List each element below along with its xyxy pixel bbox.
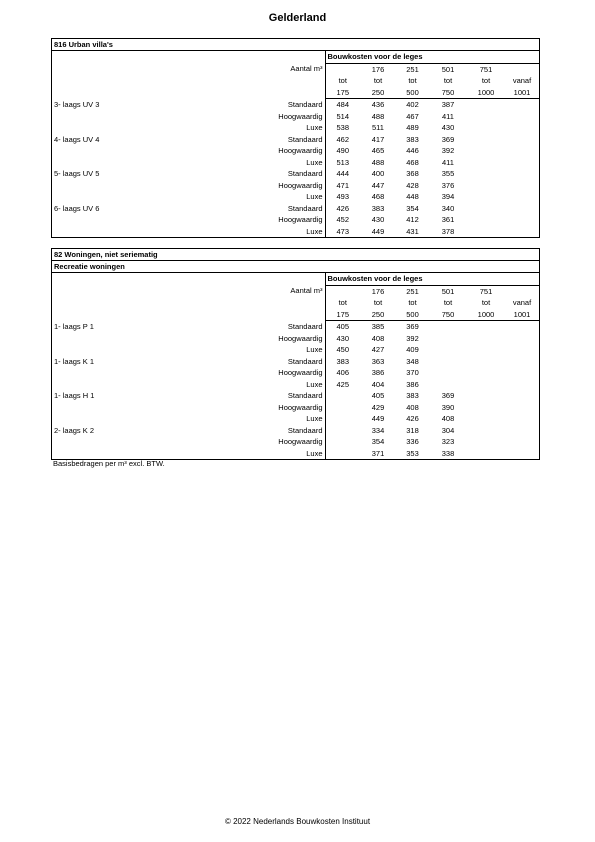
cost-cell: 371: [371, 448, 385, 458]
cost-cell: 514: [336, 111, 349, 121]
page-title: Gelderland: [268, 12, 327, 24]
cost-cell: 462: [336, 134, 349, 144]
cost-cell: 376: [441, 180, 455, 190]
cost-cell: 426: [336, 203, 349, 213]
cost-cell: 409: [406, 345, 419, 354]
cost-cell: 304: [441, 425, 455, 435]
cost-cell: [505, 321, 539, 333]
cost-cell: 408: [371, 333, 385, 343]
quality-label: Hoogwaardig: [187, 214, 325, 226]
cost-cell: 489: [406, 123, 419, 132]
quality-label: Luxe: [187, 344, 325, 356]
cost-cell: 340: [441, 203, 455, 213]
cost-cell: 383: [371, 203, 385, 213]
cost-cell: [505, 111, 539, 123]
cost-cell: [505, 191, 539, 203]
cost-cell: 387: [441, 100, 455, 109]
cost-cell: [505, 379, 539, 391]
quality-label: Standaard: [187, 134, 325, 146]
column-header: 250: [360, 309, 396, 321]
cost-cell: 431: [406, 226, 419, 236]
quality-label: Hoogwaardig: [187, 145, 325, 157]
cost-cell: 354: [371, 437, 385, 446]
cost-cell: 383: [406, 391, 419, 400]
cost-cell: 430: [371, 215, 385, 224]
copyright-footer: © 2022 Nederlands Bouwkosten Instituut: [224, 817, 371, 826]
cost-cell: [505, 157, 539, 169]
column-header: 1001: [505, 87, 539, 99]
cost-cell: 493: [336, 192, 349, 201]
quality-label: Hoogwaardig: [187, 436, 325, 448]
column-header: 501: [441, 286, 455, 296]
quality-label: Luxe: [187, 413, 325, 425]
cost-cell: [505, 180, 539, 192]
cost-cell: [467, 122, 505, 134]
cost-cell: [325, 390, 360, 402]
section-woningen-niet-seriematig: [51, 248, 540, 460]
cost-cell: 473: [336, 226, 349, 236]
cost-cell: [467, 425, 505, 437]
cost-cell: 405: [371, 391, 385, 400]
cost-cell: [505, 134, 539, 146]
header-row: [52, 285, 539, 297]
column-header: 251: [406, 64, 419, 74]
cost-cell: 361: [441, 215, 455, 224]
cost-cell: [467, 448, 505, 460]
building-type-label: 1- laags K 1: [54, 356, 95, 366]
header-row: [52, 63, 539, 75]
cost-cell: [467, 402, 505, 414]
cost-cell: [505, 402, 539, 414]
cost-cell: 444: [336, 169, 349, 178]
cost-cell: 363: [371, 356, 385, 366]
column-header: tot: [481, 298, 491, 307]
cost-cell: 411: [442, 111, 454, 121]
cost-cell: [505, 145, 539, 157]
column-header: [505, 285, 539, 297]
cost-cell: 471: [336, 180, 349, 190]
table-row: [52, 111, 539, 123]
quality-label: Standaard: [187, 168, 325, 180]
cost-cell: [505, 122, 539, 134]
column-header: tot: [373, 298, 383, 307]
cost-cell: 369: [441, 391, 455, 400]
cost-cell: 386: [406, 379, 419, 389]
column-header: 1001: [505, 309, 539, 321]
table-row: [52, 214, 539, 226]
cost-cell: [505, 344, 539, 356]
table-row: [52, 344, 539, 356]
table-row: [52, 226, 539, 238]
header-row: [52, 87, 539, 99]
section-subtitle: Recreatie woningen: [52, 261, 539, 273]
header-row: [52, 75, 539, 87]
bouwkosten-header: Bouwkosten voor de leges: [325, 273, 539, 285]
cost-cell: 336: [406, 437, 419, 446]
cost-cell: [505, 436, 539, 448]
section-title: 816 Urban villa's: [52, 39, 539, 51]
cost-cell: 427: [371, 345, 385, 354]
table-row: [52, 333, 539, 345]
cost-cell: 378: [441, 226, 455, 236]
cost-cell: [467, 379, 505, 391]
cost-cell: 412: [406, 215, 419, 224]
header-row: [52, 51, 539, 63]
cost-cell: [325, 436, 360, 448]
cost-cell: [467, 168, 505, 180]
cost-cell: [505, 203, 539, 215]
cost-cell: [505, 226, 539, 238]
cost-cell: 392: [406, 333, 419, 343]
cost-cell: [429, 379, 467, 391]
cost-cell: [505, 168, 539, 180]
cost-cell: 411: [442, 157, 454, 167]
quality-label: Hoogwaardig: [187, 333, 325, 345]
cost-cell: 370: [406, 368, 419, 377]
column-header: 500: [396, 87, 429, 99]
cost-cell: [467, 180, 505, 192]
cost-cell: 490: [336, 146, 349, 155]
column-header: 751: [479, 286, 493, 296]
column-header: 1000: [467, 87, 505, 99]
cost-cell: [429, 333, 467, 345]
cost-cell: [467, 367, 505, 379]
cost-cell: [429, 344, 467, 356]
cost-cell: 386: [371, 368, 385, 377]
table-row: [52, 321, 539, 333]
cost-cell: 447: [371, 180, 385, 190]
table-row: [52, 448, 539, 460]
column-header: tot: [408, 76, 417, 85]
table-row: [52, 402, 539, 414]
cost-cell: 338: [441, 448, 455, 458]
cost-cell: [429, 321, 467, 333]
cost-cell: 428: [406, 180, 419, 190]
column-header: [505, 63, 539, 75]
cost-cell: 452: [336, 215, 349, 224]
cost-cell: [467, 436, 505, 448]
table-row: [52, 99, 539, 111]
cost-cell: [505, 448, 539, 460]
footnote: Basisbedragen per m³ excl. BTW.: [53, 459, 165, 468]
column-header: tot: [481, 76, 491, 85]
cost-cell: 467: [406, 111, 419, 121]
column-header: 501: [441, 64, 455, 74]
cost-cell: 430: [441, 123, 455, 132]
column-header: tot: [338, 76, 347, 85]
cost-cell: 392: [441, 146, 455, 155]
cost-cell: 383: [336, 356, 349, 366]
cost-cell: 511: [372, 123, 384, 132]
cost-cell: 449: [371, 226, 385, 236]
column-header: 251: [406, 286, 419, 296]
table-row: [52, 168, 539, 180]
column-header: 176: [371, 286, 385, 296]
cost-cell: 390: [441, 402, 455, 412]
cost-cell: [467, 134, 505, 146]
quality-label: Luxe: [187, 448, 325, 460]
table-row: [52, 413, 539, 425]
cost-cell: 355: [441, 169, 455, 178]
cost-cell: [467, 356, 505, 368]
quality-label: Hoogwaardig: [187, 111, 325, 123]
cost-cell: [325, 413, 360, 425]
table-row: [52, 180, 539, 192]
cost-cell: [467, 333, 505, 345]
table-row: [52, 367, 539, 379]
cost-cell: [505, 214, 539, 226]
cost-cell: 408: [441, 414, 455, 423]
building-type-label: 6- laags UV 6: [54, 203, 100, 213]
column-header: 176: [371, 64, 385, 74]
cost-cell: 446: [406, 146, 419, 155]
table-row: [52, 122, 539, 134]
table-row: [52, 436, 539, 448]
column-header: [325, 285, 360, 297]
cost-cell: 406: [336, 368, 349, 377]
table-row: [52, 203, 539, 215]
building-type-label: 2- laags K 2: [54, 425, 95, 435]
cost-cell: 353: [406, 448, 419, 458]
quality-label: Standaard: [187, 203, 325, 215]
cost-cell: 383: [406, 134, 419, 144]
cost-cell: 323: [441, 437, 455, 446]
building-type-label: 1- laags H 1: [54, 391, 95, 400]
column-header: [325, 63, 360, 75]
header-row: [52, 309, 539, 321]
cost-cell: 405: [336, 322, 349, 331]
cost-cell: 449: [371, 414, 385, 423]
column-header: tot: [408, 298, 417, 307]
cost-cell: [467, 111, 505, 123]
column-header: 751: [479, 64, 493, 74]
cost-cell: [429, 367, 467, 379]
building-type-label: 5- laags UV 5: [54, 169, 100, 178]
table-row: [52, 379, 539, 391]
cost-cell: 436: [371, 100, 385, 109]
cost-cell: 404: [371, 379, 385, 389]
cost-cell: 450: [336, 345, 349, 354]
cost-cell: [467, 214, 505, 226]
column-header: tot: [443, 298, 453, 307]
column-header: tot: [338, 298, 347, 307]
cost-cell: [467, 157, 505, 169]
column-header: 250: [360, 87, 396, 99]
cost-cell: 368: [406, 169, 419, 178]
table-row: [52, 145, 539, 157]
cost-cell: [467, 145, 505, 157]
cost-cell: [505, 425, 539, 437]
column-header: 750: [429, 309, 467, 321]
building-type-label: 3- laags UV 3: [54, 99, 100, 109]
quality-label: Hoogwaardig: [187, 402, 325, 414]
quality-label: Luxe: [187, 157, 325, 169]
cost-cell: [505, 413, 539, 425]
cost-cell: 425: [336, 379, 349, 389]
cost-cell: 369: [441, 134, 455, 144]
cost-cell: [505, 390, 539, 402]
column-header: 175: [325, 87, 360, 99]
quality-label: Luxe: [187, 226, 325, 238]
cost-cell: [505, 333, 539, 345]
header-row: [52, 273, 539, 285]
cost-cell: [325, 402, 360, 414]
quality-label: Luxe: [187, 122, 325, 134]
quality-label: Standaard: [187, 425, 325, 437]
aantal-label: Aantal m³: [187, 285, 325, 297]
quality-label: Luxe: [187, 379, 325, 391]
cost-cell: 354: [406, 203, 419, 213]
cost-cell: 484: [336, 100, 349, 109]
table-row: [52, 425, 539, 437]
cost-cell: 394: [441, 192, 455, 201]
cost-cell: 448: [406, 192, 419, 201]
cost-cell: [325, 425, 360, 437]
cost-cell: [325, 448, 360, 460]
column-header: 175: [325, 309, 360, 321]
cost-cell: 538: [336, 123, 349, 132]
cost-table: [52, 51, 539, 237]
cost-cell: 488: [371, 111, 385, 121]
cost-cell: [467, 413, 505, 425]
table-row: [52, 157, 539, 169]
cost-cell: 429: [371, 402, 385, 412]
cost-cell: [505, 356, 539, 368]
cost-cell: [467, 191, 505, 203]
cost-cell: [467, 390, 505, 402]
bouwkosten-header: Bouwkosten voor de leges: [325, 51, 539, 63]
cost-cell: [429, 356, 467, 368]
table-row: [52, 390, 539, 402]
quality-label: Hoogwaardig: [187, 367, 325, 379]
cost-cell: [467, 203, 505, 215]
cost-cell: [467, 344, 505, 356]
column-header: 1000: [467, 309, 505, 321]
building-type-label: 1- laags P 1: [54, 321, 94, 331]
cost-cell: [467, 321, 505, 333]
cost-cell: 430: [336, 333, 349, 343]
quality-label: Hoogwaardig: [187, 180, 325, 192]
cost-cell: 400: [371, 169, 385, 178]
column-header: 500: [396, 309, 429, 321]
section-urban-villas: [51, 38, 540, 238]
cost-cell: 402: [406, 100, 419, 109]
quality-label: Standaard: [187, 356, 325, 368]
column-header: vanaf: [512, 76, 532, 85]
cost-cell: 513: [336, 157, 349, 167]
cost-cell: 417: [371, 134, 385, 144]
column-header: 750: [429, 87, 467, 99]
cost-cell: [505, 367, 539, 379]
cost-cell: 426: [406, 414, 419, 423]
quality-label: Luxe: [187, 191, 325, 203]
cost-cell: 334: [371, 425, 385, 435]
cost-cell: [467, 99, 505, 111]
header-row: [52, 297, 539, 309]
table-row: [52, 191, 539, 203]
cost-cell: 468: [371, 192, 385, 201]
cost-cell: 488: [371, 157, 385, 167]
cost-cell: [467, 226, 505, 238]
cost-cell: 408: [406, 402, 419, 412]
cost-cell: 318: [406, 425, 419, 435]
cost-cell: 385: [371, 322, 385, 331]
cost-cell: 465: [371, 146, 385, 155]
cost-cell: 348: [406, 356, 419, 366]
cost-cell: 468: [406, 157, 419, 167]
table-row: [52, 134, 539, 146]
cost-table: [52, 273, 539, 459]
aantal-label: Aantal m³: [187, 63, 325, 75]
table-row: [52, 356, 539, 368]
section-title: 82 Woningen, niet seriematig: [52, 249, 539, 261]
quality-label: Standaard: [187, 99, 325, 111]
column-header: tot: [373, 76, 383, 85]
quality-label: Standaard: [187, 390, 325, 402]
cost-cell: [505, 99, 539, 111]
column-header: vanaf: [512, 298, 532, 307]
building-type-label: 4- laags UV 4: [54, 134, 100, 144]
column-header: tot: [443, 76, 453, 85]
cost-cell: 369: [406, 322, 419, 331]
quality-label: Standaard: [187, 321, 325, 333]
